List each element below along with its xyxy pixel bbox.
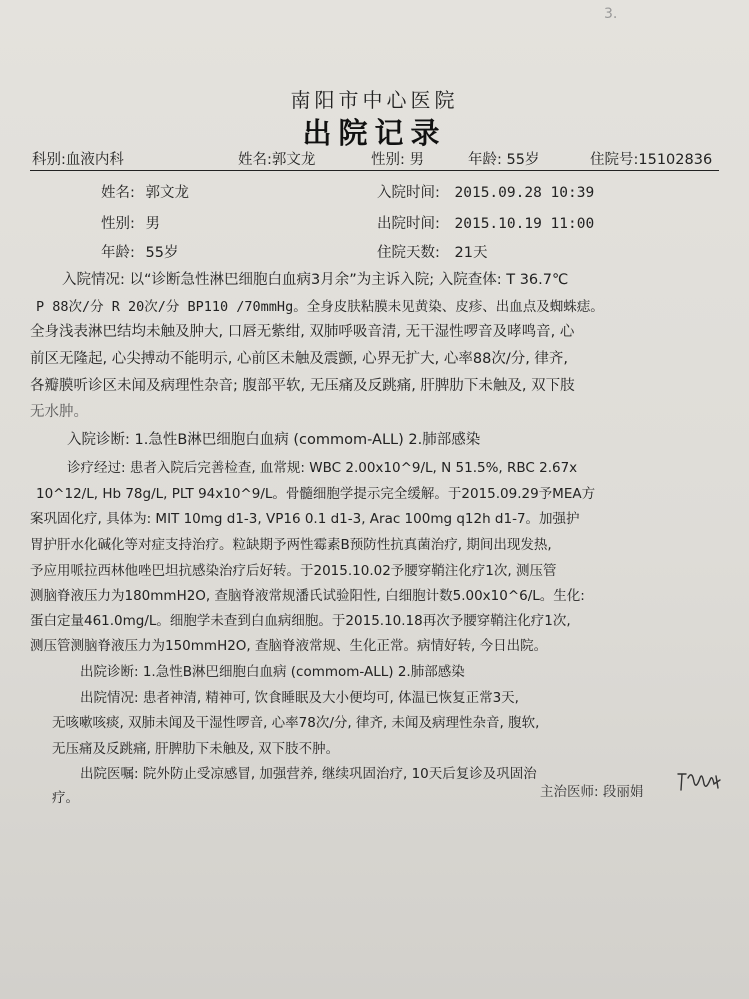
hospital-name: 南阳市中心医院	[290, 88, 459, 112]
discharge-time-field	[377, 212, 594, 233]
admission-line-5: 各瓣膜听诊区未闻及病理性杂音; 腹部平软, 无压痛及反跳痛, 肝脾肋下未触及, 双下肢	[30, 378, 575, 394]
corner-mark: 3.	[604, 6, 618, 22]
department: 科别:血液内科	[32, 152, 124, 168]
course-line-5: 予应用哌拉西林他唑巴坦抗感染治疗后好转。于2015.10.02予腰穿鞘注化疗1次, 测压管	[30, 563, 557, 579]
admission-line-3: 全身浅表淋巴结均未触及肿大, 口唇无紫绀, 双肺呼吸音清, 无干湿性啰音及哮鸣音, 心	[30, 324, 575, 340]
admission-line-1: 入院情况: 以“诊断急性淋巴细胞白血病3月余”为主诉入院; 入院查体: T 36.7℃	[62, 272, 569, 288]
course-line-1: 诊疗经过: 患者入院后完善检查, 血常规: WBC 2.00x10^9/L, N 51.5%, RBC 2.67x	[67, 460, 578, 476]
patient-name-field	[101, 181, 189, 202]
admission-time-label: 入院时间:	[377, 185, 440, 201]
orders-line-2: 疗。	[52, 790, 79, 806]
course-line-6: 测脑脊液压力为180mmH2O, 查脑脊液常规潘氏试验阳性, 白细胞计数5.00x10^6/L。生化:	[30, 588, 585, 604]
course-line-7: 蛋白定量461.0mg/L。细胞学未查到白血病细胞。于2015.10.18再次予腰穿鞘注化疗1次,	[30, 613, 571, 629]
header-age: 年龄: 55岁	[468, 152, 540, 168]
admission-line-6: 无水肿。	[30, 404, 88, 420]
patient-age-value: 55岁	[145, 245, 179, 261]
discharge-line-2: 无咳嗽咳痰, 双肺未闻及干湿性啰音, 心率78次/分, 律齐, 未闻及病理性杂音, 腹软,	[52, 715, 540, 731]
discharge-diagnosis: 出院诊断: 1.急性B淋巴细胞白血病 (commom-ALL) 2.肺部感染	[80, 664, 465, 680]
patient-name-value: 郭文龙	[145, 185, 189, 201]
stay-days-value: 21天	[454, 245, 488, 261]
patient-age-label: 年龄:	[101, 245, 135, 261]
course-line-4: 胃护肝水化碱化等对症支持治疗。粒缺期予两性霉素B预防性抗真菌治疗, 期间出现发热,	[30, 537, 552, 553]
attending-physician: 主治医师: 段丽娟	[540, 784, 644, 800]
record-header-row	[30, 148, 719, 171]
patient-sex-field	[101, 212, 160, 233]
discharge-line-1: 出院情况: 患者神清, 精神可, 饮食睡眠及大小便均可, 体温已恢复正常3天,	[80, 690, 519, 706]
admission-diagnosis: 入院诊断: 1.急性B淋巴细胞白血病 (commom-ALL) 2.肺部感染	[67, 432, 481, 448]
handwritten-signature	[676, 768, 724, 798]
document-title: 出院记录	[302, 116, 447, 150]
admission-time-value: 2015.09.28 10:39	[454, 185, 595, 201]
course-line-3: 案巩固化疗, 具体为: MIT 10mg d1-3, VP16 0.1 d1-3, Arac 100mg q12h d1-7。加强护	[30, 511, 580, 527]
header-sex: 性别: 男	[371, 152, 424, 168]
discharge-time-label: 出院时间:	[377, 216, 440, 232]
discharge-line-3: 无压痛及反跳痛, 肝脾肋下未触及, 双下肢不肿。	[52, 741, 340, 757]
stay-days-field	[377, 241, 487, 262]
orders-line-1: 出院医嘱: 院外防止受凉感冒, 加强营养, 继续巩固治疗, 10天后复诊及巩固治	[80, 766, 537, 782]
admission-time-field	[377, 181, 594, 202]
stay-days-label: 住院天数:	[377, 245, 440, 261]
patient-name-label: 姓名:	[101, 185, 135, 201]
course-line-2: 10^12/L, Hb 78g/L, PLT 94x10^9/L。骨髓细胞学提示完全缓解。于2015.09.29予MEA方	[36, 486, 596, 502]
admission-line-4: 前区无隆起, 心尖搏动不能明示, 心前区未触及震颤, 心界无扩大, 心率88次/分, 律齐,	[30, 351, 569, 367]
header-patient-name: 姓名:郭文龙	[238, 152, 316, 168]
discharge-time-value: 2015.10.19 11:00	[454, 216, 595, 232]
inpatient-number: 住院号:15102836	[590, 152, 713, 168]
admission-line-2: P 88次/分 R 20次/分 BP110 /70mmHg。全身皮肤粘膜未见黄染、皮疹、出血点及蜘蛛痣。	[36, 299, 604, 315]
patient-age-field	[101, 241, 178, 262]
patient-sex-label: 性别:	[101, 216, 135, 232]
course-line-8: 测压管测脑脊液压力为150mmH2O, 查脑脊液常规、生化正常。病情好转, 今日出院。	[30, 638, 548, 654]
patient-sex-value: 男	[145, 216, 160, 232]
